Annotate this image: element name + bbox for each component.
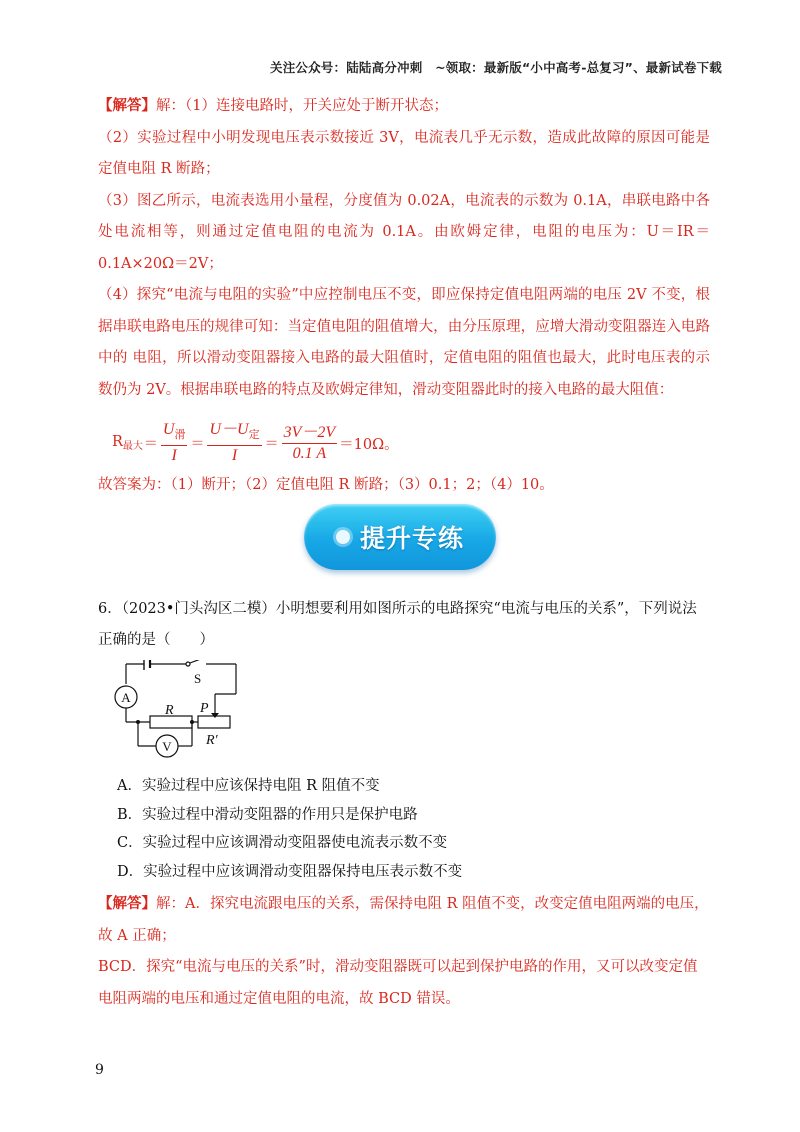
switch-label: S — [194, 671, 202, 686]
fraction-3: $\frac{3V-2V}{0.1 A}$ — [283, 423, 336, 462]
page-header: 关注公众号：陆陆高分冲刺 ~领取：最新版“小中高考-总复习”、最新试卷下载 — [270, 60, 722, 75]
options-list — [117, 772, 462, 887]
answer-line: BCD．探究“电流与电压的关系”时，滑动变阻器既可以起到保护电路的作用，又可以改变定值电阻两端的电压和通过定值电阻的电流，故 BCD 错误。 — [98, 959, 698, 1007]
answer-tag: 【解答】 — [98, 895, 156, 912]
question-6 — [98, 594, 710, 656]
circuit-diagram — [108, 660, 248, 764]
answer-section-1 — [98, 90, 710, 406]
fraction-1: $\frac{U_滑}{I}$ — [162, 420, 186, 465]
voltmeter-label: V — [162, 739, 172, 754]
banner-title: 提升专练 — [359, 524, 464, 553]
formula-lhs: $R_{最大}$ — [112, 434, 143, 452]
resistor-label: R — [165, 703, 174, 718]
option-c: C．实验过程中应该调滑动变阻器使电流表示数不变 — [117, 835, 448, 852]
resistance-formula: $R_{最大}$ ＝ $\frac{U_滑}{I}$ ＝ $\frac{U-U_定}{I}$ ＝ $\frac{3V-2V}{0.1 A}$ ＝10Ω。 — [112, 420, 399, 465]
formula-result: ＝10Ω。 — [339, 436, 399, 453]
ammeter-label: A — [121, 690, 131, 705]
answer-line: 【解答】解：（1）连接电路时，开关应处于断开状态； — [98, 97, 448, 114]
answer-conclusion: 故答案为：（1）断开；（2）定值电阻 R 断路；（3）0.1；2；（4）10。 — [98, 477, 554, 493]
question-stem: 6．（2023•门头沟区二模）小明想要利用如图所示的电路探究“电流与电压的关系”，下列说法正确的是（ ） — [98, 601, 697, 648]
answer-line: （2）实验过程中小明发现电压表示数接近 3V，电流表几乎无示数，造成此故障的原因可能是定值电阻 R 断路； — [98, 129, 710, 177]
option-a: A．实验过程中应该保持电阻 R 阻值不变 — [117, 778, 380, 794]
answer-line: （4）探究“电流与电阻的实验”中应控制电压不变，即应保持定值电阻两端的电压 2V 不变，根据串联电路电压的规律可知：当定值电阻的阻值增大，由分压原理，应增大滑动变阻器连入电路中的 电阻，所以滑动变阻器接入电路的最大阻值时，定值电阻的阻值也最大，此时电压表的示数仍为 2V。根据串联电路的特点及欧姆定律知，滑动变阻器此时的接入电路的最大阻值： — [98, 287, 710, 398]
rheostat-label: R′ — [206, 733, 218, 748]
page-number: 9 — [95, 1062, 104, 1078]
slider-label: P — [200, 701, 209, 716]
answer-section-2 — [98, 888, 710, 1015]
answer-tag: 【解答】 — [98, 97, 156, 114]
answer-line: （3）图乙所示，电流表选用小量程，分度值为 0.02A，电流表的示数为 0.1A，串联电路中各处电流相等，则通过定值电阻的电流为 0.1A。由欧姆定律，电阻的电压为：U＝IR＝0.1A×20Ω＝2V； — [98, 192, 710, 272]
option-d: D．实验过程中应该调滑动变阻器保持电压表示数不变 — [117, 864, 463, 881]
bubble-icon — [336, 530, 350, 544]
fraction-2: $\frac{U-U_定}{I}$ — [209, 420, 260, 465]
practice-banner — [304, 504, 496, 570]
answer-line: 【解答】解：A．探究电流跟电压的关系，需保持电阻 R 阻值不变，改变定值电阻两端的电压，故 A 正确； — [98, 895, 709, 944]
option-b: B．实验过程中滑动变阻器的作用只是保护电路 — [117, 806, 418, 823]
